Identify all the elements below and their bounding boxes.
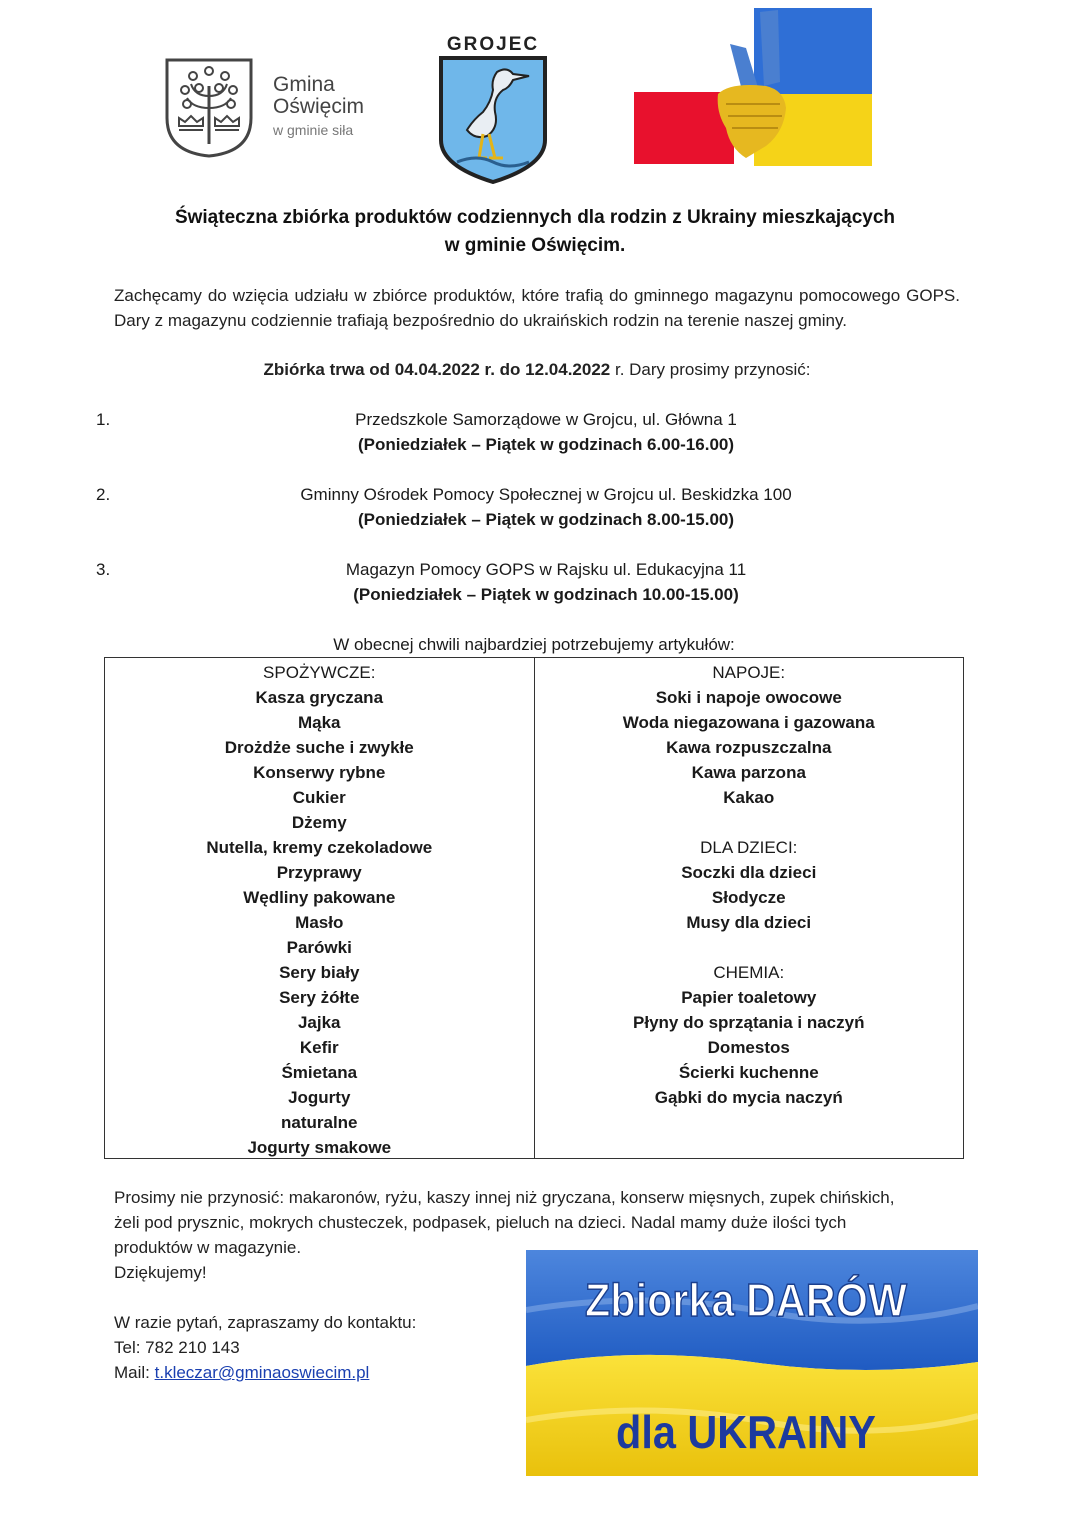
gmina-name-line1: Gmina — [273, 73, 335, 96]
title-line1: Świąteczna zbiórka produktów codziennych dla rodzin z Ukrainy mieszkających — [174, 207, 896, 228]
food-item: Kasza gryczana — [255, 688, 384, 707]
food-item: Jogurty — [288, 1088, 351, 1107]
food-item: Masło — [295, 913, 344, 932]
intro-paragraph: Zachęcamy do wzięcia udziału w zbiórce produktów, które trafią do gminnego magazynu pomocowego GOPS. Dary z magazynu codziennie trafiają bezpośrednio do ukraińskich rodzin na terenie naszej gminy. — [114, 286, 960, 330]
food-header: SPOŻYWCZE: — [263, 663, 376, 682]
other-needs-column — [534, 658, 964, 1158]
drink-item: Kakao — [723, 788, 775, 807]
grojec-coat-of-arms — [437, 34, 549, 184]
gmina-tagline: w gminie siła — [273, 122, 354, 138]
ukraine-solidarity-hand-image — [634, 8, 872, 166]
food-item: Śmietana — [281, 1063, 358, 1082]
drink-item: Kawa parzona — [691, 763, 806, 782]
kids-item: Soczki dla dzieci — [681, 863, 817, 882]
title-line2: w gminie Oświęcim. — [444, 235, 626, 256]
banner-line2: dla UKRAINY — [616, 1407, 876, 1459]
food-item: Wędliny pakowane — [243, 888, 396, 907]
contact-intro: W razie pytań, zapraszamy do kontaktu: — [114, 1313, 417, 1332]
chemistry-item: Domestos — [707, 1038, 790, 1057]
needs-table — [104, 657, 964, 1159]
outro-line2: żeli pod prysznic, mokrych chusteczek, podpasek, pieluch na dzieci. Nadal mamy duże ilości tych — [114, 1213, 847, 1232]
grojec-name: GROJEC — [446, 34, 540, 55]
needs-label: W obecnej chwili najbardziej potrzebujemy artykułów: — [333, 635, 735, 654]
period-rest: r. Dary prosimy przynosić: — [610, 360, 811, 379]
page-title — [90, 204, 980, 260]
location-place: Gminny Ośrodek Pomocy Społecznej w Grojcu ul. Beskidzka 100 — [300, 485, 792, 504]
food-item: Jajka — [297, 1013, 341, 1032]
chemistry-item: Ścierki kuchenne — [678, 1063, 819, 1082]
location-hours: (Poniedziałek – Piątek w godzinach 6.00-16.00) — [357, 435, 735, 454]
kids-header: DLA DZIECI: — [700, 838, 798, 857]
location-hours: (Poniedziałek – Piątek w godzinach 8.00-15.00) — [357, 510, 735, 529]
food-item: naturalne — [280, 1113, 358, 1132]
banner-line1: Zbiorka DARÓW — [585, 1275, 907, 1327]
mail-link[interactable]: t.kleczar@gminaoswiecim.pl — [154, 1363, 370, 1382]
food-item: Sery żółte — [279, 988, 360, 1007]
food-item: Dżemy — [291, 813, 347, 832]
chemistry-item: Gąbki do mycia naczyń — [654, 1088, 843, 1107]
outro-line1: Prosimy nie przynosić: makaronów, ryżu, kaszy innej niż gryczana, konserw mięsnych, zupek chińskich, — [114, 1188, 895, 1207]
food-column — [105, 658, 534, 1158]
chemistry-item: Papier toaletowy — [681, 988, 817, 1007]
gmina-shield-icon — [163, 56, 255, 160]
chem-header: CHEMIA: — [713, 963, 785, 982]
location-place: Przedszkole Samorządowe w Grojcu, ul. Główna 1 — [355, 410, 737, 429]
contact-mail-row — [114, 1360, 514, 1385]
location-number: 2. — [96, 485, 111, 504]
kids-item: Musy dla dzieci — [686, 913, 812, 932]
zbiorka-darow-banner — [526, 1250, 978, 1476]
food-item: Jogurty smakowe — [247, 1138, 392, 1157]
kids-item: Słodycze — [711, 888, 786, 907]
drink-item: Kawa rozpuszczalna — [666, 738, 832, 757]
food-item: Konserwy rybne — [253, 763, 386, 782]
food-item: Sery biały — [279, 963, 360, 982]
food-item: Przyprawy — [276, 863, 362, 882]
location-number: 3. — [96, 560, 111, 579]
location-number: 1. — [96, 410, 111, 429]
food-item: Cukier — [292, 788, 346, 807]
food-item: Kefir — [299, 1038, 339, 1057]
food-item: Parówki — [286, 938, 352, 957]
food-item: Nutella, kremy czekoladowe — [206, 838, 433, 857]
thanks-text: Dziękujemy! — [114, 1263, 207, 1282]
period-dates: Zbiórka trwa od 04.04.2022 r. do 12.04.2022 — [263, 360, 611, 379]
mail-label: Mail: — [114, 1363, 155, 1382]
food-item: Drożdże suche i zwykłe — [224, 738, 414, 757]
heron-shield-icon — [437, 54, 549, 184]
contact-phone: Tel: 782 210 143 — [114, 1338, 240, 1357]
location-hours: (Poniedziałek – Piątek w godzinach 10.00-15.00) — [353, 585, 739, 604]
collection-period — [114, 357, 960, 382]
location-place: Magazyn Pomocy GOPS w Rajsku ul. Edukacyjna 11 — [345, 560, 747, 579]
gmina-oswiecim-logo — [163, 56, 393, 160]
chemistry-item: Płyny do sprzątania i naczyń — [633, 1013, 865, 1032]
drink-item: Woda niegazowana i gazowana — [622, 713, 875, 732]
drinks-header: NAPOJE: — [712, 663, 786, 682]
food-item: Mąka — [297, 713, 341, 732]
drink-item: Soki i napoje owocowe — [655, 688, 842, 707]
outro-line3: produktów w magazynie. — [114, 1238, 302, 1257]
contact-block — [114, 1310, 514, 1385]
gmina-name-line2: Oświęcim — [273, 95, 365, 118]
